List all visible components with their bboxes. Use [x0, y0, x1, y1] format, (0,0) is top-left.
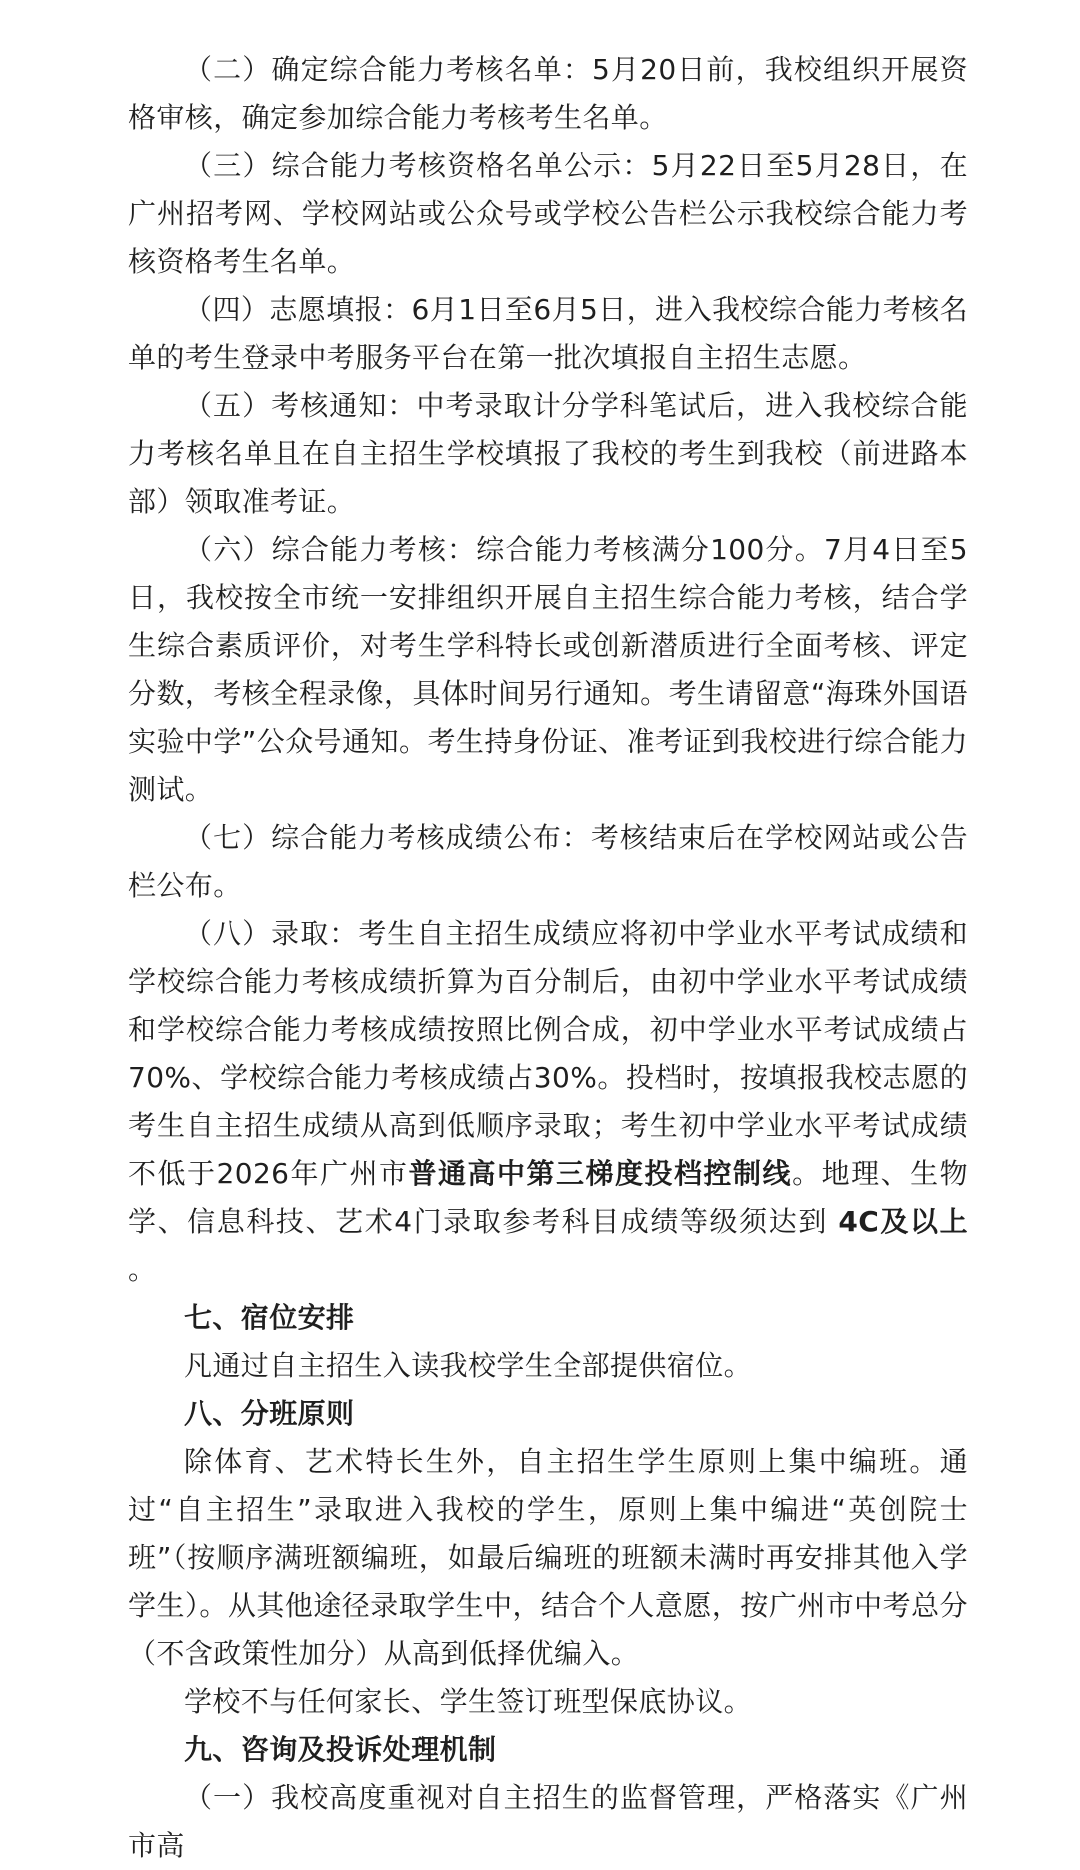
paragraph-no-guarantee: 学校不与任何家长、学生签订班型保底协议。	[184, 1685, 753, 1718]
section-heading-consultation: 九、咨询及投诉处理机制	[184, 1733, 497, 1766]
section-heading-dormitory: 七、宿位安排	[184, 1301, 355, 1334]
paragraph-item-5: （五）考核通知：中考录取计分学科笔试后，进入我校综合能力考核名单且在自主招生学校填报了我校的考生到我校（前进路本部）领取准考证。	[128, 389, 968, 518]
paragraph-consultation-1: （一）我校高度重视对自主招生的监督管理，严格落实《广州市高	[128, 1781, 968, 1862]
admission-text-3: 。	[128, 1253, 157, 1286]
paragraph-class-assignment: 除体育、艺术特长生外，自主招生学生原则上集中编班。通过“自主招生”录取进入我校的学生，原则上集中编进“英创院士班”（按顺序满班额编班，如最后编班的班额未满时再安排其他入学学生）。从其他途径录取学生中，结合个人意愿，按广州市中考总分（不含政策性加分）从高到低择优编入。	[128, 1445, 968, 1670]
paragraph-item-4: （四）志愿填报：6月1日至6月5日，进入我校综合能力考核名单的考生登录中考服务平台在第一批次填报自主招生志愿。	[128, 293, 968, 374]
section-heading-class-assignment: 八、分班原则	[184, 1397, 355, 1430]
admission-bold-control-line: 普通高中第三梯度投档控制线	[408, 1157, 793, 1190]
paragraph-dormitory: 凡通过自主招生入读我校学生全部提供宿位。	[184, 1349, 753, 1382]
paragraph-item-2: （二）确定综合能力考核名单：5月20日前，我校组织开展资格审核，确定参加综合能力考核考生名单。	[128, 53, 968, 134]
paragraph-item-6: （六）综合能力考核：综合能力考核满分100分。7月4日至5日，我校按全市统一安排组织开展自主招生综合能力考核，结合学生综合素质评价，对考生学科特长或创新潜质进行全面考核、评定分数，考核全程录像，具体时间另行通知。考生请留意“海珠外国语实验中学”公众号通知。考生持身份证、准考证到我校进行综合能力测试。	[128, 533, 968, 806]
admission-text-1: （八）录取：考生自主招生成绩应将初中学业水平考试成绩和学校综合能力考核成绩折算为百分制后，由初中学业水平考试成绩和学校综合能力考核成绩按照比例合成，初中学业水平考试成绩占70%、学校综合能力考核成绩占30%。投档时，按填报我校志愿的考生自主招生成绩从高到低顺序录取；考生初中学业水平考试成绩不低于2026年广州市	[128, 917, 968, 1190]
document-body	[128, 46, 968, 1870]
admission-text-2: 。地理、生物学、信息科技、艺术4门录取参考科目成绩等级须达到	[128, 1157, 968, 1238]
paragraph-item-7: （七）综合能力考核成绩公布：考核结束后在学校网站或公告栏公布。	[128, 821, 968, 902]
paragraph-admission	[128, 910, 968, 1294]
admission-bold-grade: 4C及以上	[838, 1205, 968, 1238]
paragraph-item-3: （三）综合能力考核资格名单公示：5月22日至5月28日，在广州招考网、学校网站或公众号或学校公告栏公示我校综合能力考核资格考生名单。	[128, 149, 968, 278]
